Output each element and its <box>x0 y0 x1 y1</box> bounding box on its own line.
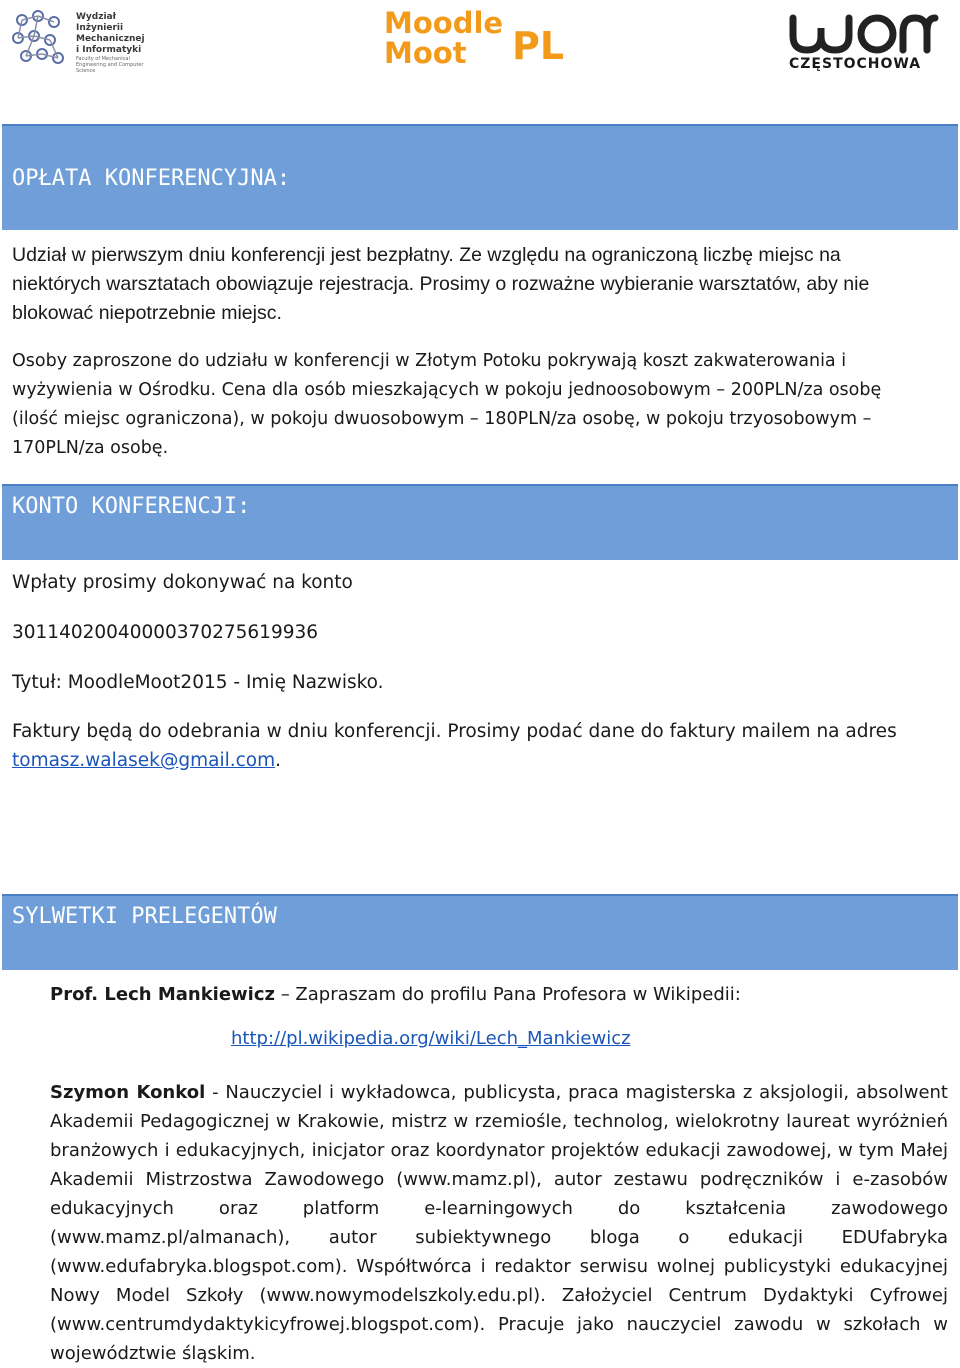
moodle-logo-word: Moodle <box>384 6 504 40</box>
faculty-name <box>76 12 156 74</box>
speakers-section-header <box>2 894 958 970</box>
speaker-szymon-konkol <box>50 1078 948 1368</box>
moodlemoot-logo <box>380 6 580 72</box>
account-number: 30114020040000370275619936 <box>12 622 319 643</box>
wom-logo <box>785 6 945 74</box>
wom-mark-icon <box>785 6 945 56</box>
wom-city-label: CZĘSTOCHOWA <box>789 56 922 72</box>
page-header <box>0 0 960 80</box>
moot-logo-word: Moot <box>384 36 467 70</box>
account-section-header <box>2 484 958 560</box>
fee-paragraph-free: Udział w pierwszym dniu konferencji jest bezpłatny. Ze względu na ograniczoną liczbę miejsc na niektórych warsztatach obowiązuje rejestracja. Prosimy o rozważne wybieranie warsztatów, aby nie blokować niepotrzebnie miejsc. <box>12 244 870 324</box>
fee-heading: OPŁATA KONFERENCYJNA: <box>12 166 291 191</box>
account-heading: KONTO KONFERENCJI: <box>12 494 251 519</box>
speaker-lech-mankiewicz <box>50 980 948 1009</box>
speaker1-name: Prof. Lech Mankiewicz <box>50 984 275 1005</box>
speaker1-description: – Zapraszam do profilu Pana Profesora w Wikipedii: <box>274 984 741 1005</box>
faculty-line-2: Mechanicznej <box>76 34 145 44</box>
pl-logo-word: PL <box>512 24 565 68</box>
invoice-paragraph <box>12 717 912 775</box>
transfer-title: Tytuł: MoodleMoot2015 - Imię Nazwisko. <box>12 672 384 693</box>
fee-paragraph-accommodation: Osoby zaproszone do udziału w konferencji w Złotym Potoku pokrywają koszt zakwaterowania i wyżywienia w Ośrodku. Cena dla osób mieszkających w pokoju jednoosobowym – 200PLN/za osobę (ilość miejsc ograniczona), w pokoju dwuosobowym – 180PLN/za osobę, w pokoju trzyosobowym – 170PLN/za osobę. <box>12 351 882 458</box>
fee-section-header <box>2 124 958 230</box>
payment-text: Wpłaty prosimy dokonywać na konto <box>12 572 353 593</box>
wikipedia-link[interactable]: http://pl.wikipedia.org/wiki/Lech_Mankiewicz <box>231 1028 631 1049</box>
speakers-heading: SYLWETKI PRELEGENTÓW <box>12 904 277 929</box>
faculty-logo <box>10 4 150 74</box>
faculty-line-1: Wydział Inżynierii <box>76 12 124 33</box>
faculty-english-name: Faculty of Mechanical Engineering and Computer Science <box>76 56 144 74</box>
invoice-email-suffix: . <box>275 750 282 771</box>
faculty-line-3: i Informatyki <box>76 45 142 55</box>
speaker2-name: Szymon Konkol <box>50 1082 206 1103</box>
invoice-text: Faktury będą do odebrania w dniu konferencji. Prosimy podać dane do faktury mailem na adres <box>12 721 897 742</box>
invoice-email-link[interactable]: tomasz.walasek@gmail.com <box>12 750 276 771</box>
faculty-gear-icon <box>10 6 74 72</box>
speaker2-description: - Nauczyciel i wykładowca, publicysta, praca magisterska z aksjologii, absolwent Akademii Pedagogicznej w Krakowie, mistrz w rzemiośle, technolog, wielokrotny laureat wyróżnień branżowych i edukacyjnych, inicjator oraz koordynator projektów edukacji zawodowej, w tym Małej Akademii Mistrzostwa Zawodowego (www.mamz.pl), autor zestawu podręczników i e-zasobów edukacyjnych oraz platform e-learningowych do kształcenia zawodowego (www.mamz.pl/almanach), autor subiektywnego bloga o edukacji EDUfabryka (www.edufabryka.blogspot.com). Współtwórca i redaktor serwisu wolnej publicystyki edukacyjnej Nowy Model Szkoły (www.nowymodelszkoly.edu.pl). Założyciel Centrum Dydaktyki Cyfrowej (www.centrumdydaktykicyfrowej.blogspot.com). Pracuje jako nauczyciel zawodu w szkołach w województwie śląskim. <box>50 1082 948 1364</box>
